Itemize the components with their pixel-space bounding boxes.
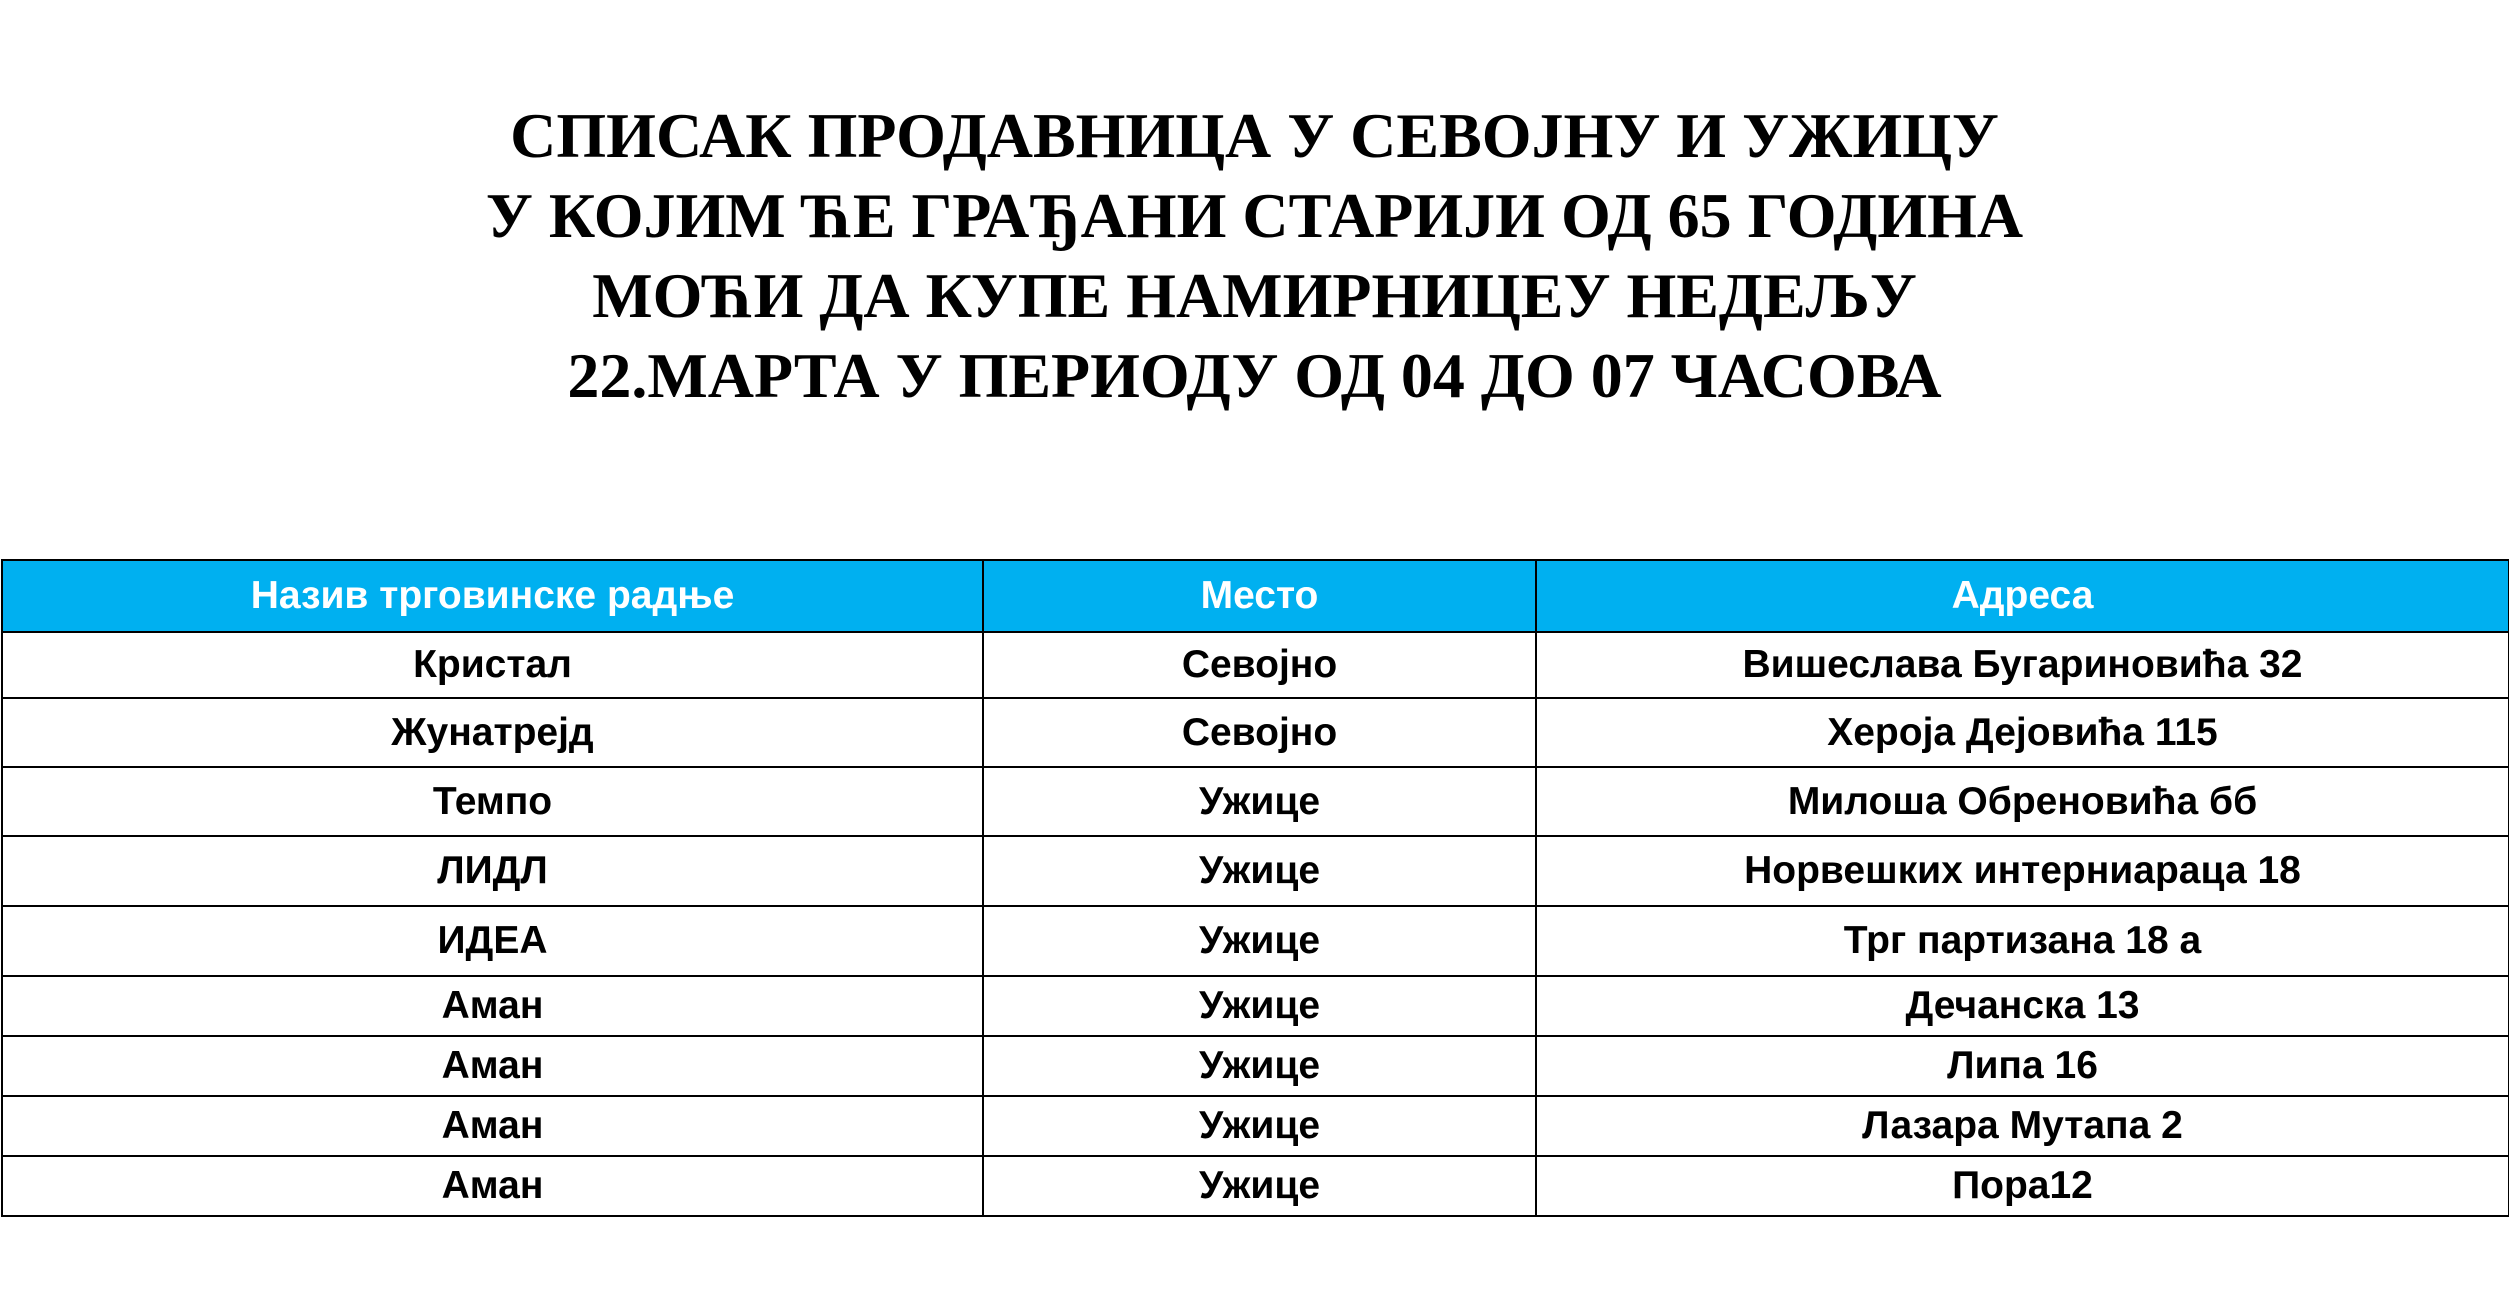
cell-place: Севојно bbox=[983, 698, 1536, 767]
cell-place: Севојно bbox=[983, 632, 1536, 698]
cell-address: Лазара Мутапа 2 bbox=[1536, 1096, 2509, 1156]
cell-address: Липа 16 bbox=[1536, 1036, 2509, 1096]
cell-place: Ужице bbox=[983, 1096, 1536, 1156]
cell-address: Трг партизана 18 а bbox=[1536, 906, 2509, 976]
cell-address: Милоша Обреновића бб bbox=[1536, 767, 2509, 836]
cell-place: Ужице bbox=[983, 976, 1536, 1036]
cell-store-name: Кристал bbox=[2, 632, 983, 698]
table-row bbox=[2, 767, 2509, 836]
cell-address: Пора12 bbox=[1536, 1156, 2509, 1216]
table-row bbox=[2, 1156, 2509, 1216]
title-line-2: У КОЈИМ ЋЕ ГРАЂАНИ СТАРИЈИ ОД 65 ГОДИНА bbox=[485, 180, 2024, 251]
cell-address: Хероја Дејовића 115 bbox=[1536, 698, 2509, 767]
cell-store-name: Аман bbox=[2, 1036, 983, 1096]
cell-place: Ужице bbox=[983, 1156, 1536, 1216]
cell-address: Вишеслава Бугариновића 32 bbox=[1536, 632, 2509, 698]
cell-store-name: Аман bbox=[2, 976, 983, 1036]
table-row bbox=[2, 976, 2509, 1036]
table-row bbox=[2, 1036, 2509, 1096]
cell-store-name: Аман bbox=[2, 1156, 983, 1216]
cell-place: Ужице bbox=[983, 906, 1536, 976]
stores-table bbox=[1, 559, 2509, 1217]
header-address: Адреса bbox=[1536, 560, 2509, 632]
cell-place: Ужице bbox=[983, 1036, 1536, 1096]
header-place: Место bbox=[983, 560, 1536, 632]
cell-store-name: ЛИДЛ bbox=[2, 836, 983, 906]
cell-store-name: ИДЕА bbox=[2, 906, 983, 976]
cell-store-name: Жунатрејд bbox=[2, 698, 983, 767]
title-line-1: СПИСАК ПРОДАВНИЦА У СЕВОЈНУ И УЖИЦУ bbox=[510, 100, 1999, 171]
cell-address: Норвешких интерниараца 18 bbox=[1536, 836, 2509, 906]
table-row bbox=[2, 632, 2509, 698]
table-row bbox=[2, 698, 2509, 767]
cell-address: Дечанска 13 bbox=[1536, 976, 2509, 1036]
cell-place: Ужице bbox=[983, 767, 1536, 836]
table-row bbox=[2, 1096, 2509, 1156]
cell-store-name: Аман bbox=[2, 1096, 983, 1156]
cell-store-name: Темпо bbox=[2, 767, 983, 836]
header-store-name: Назив трговинске радње bbox=[2, 560, 983, 632]
cell-place: Ужице bbox=[983, 836, 1536, 906]
title-line-3: МОЋИ ДА КУПЕ НАМИРНИЦЕУ НЕДЕЉУ bbox=[592, 260, 1917, 331]
table-row bbox=[2, 906, 2509, 976]
document-title bbox=[0, 96, 2509, 416]
table-row bbox=[2, 836, 2509, 906]
table-header-row bbox=[2, 560, 2509, 632]
title-line-4: 22.МАРТА У ПЕРИОДУ ОД 04 ДО 07 ЧАСОВА bbox=[567, 340, 1942, 411]
